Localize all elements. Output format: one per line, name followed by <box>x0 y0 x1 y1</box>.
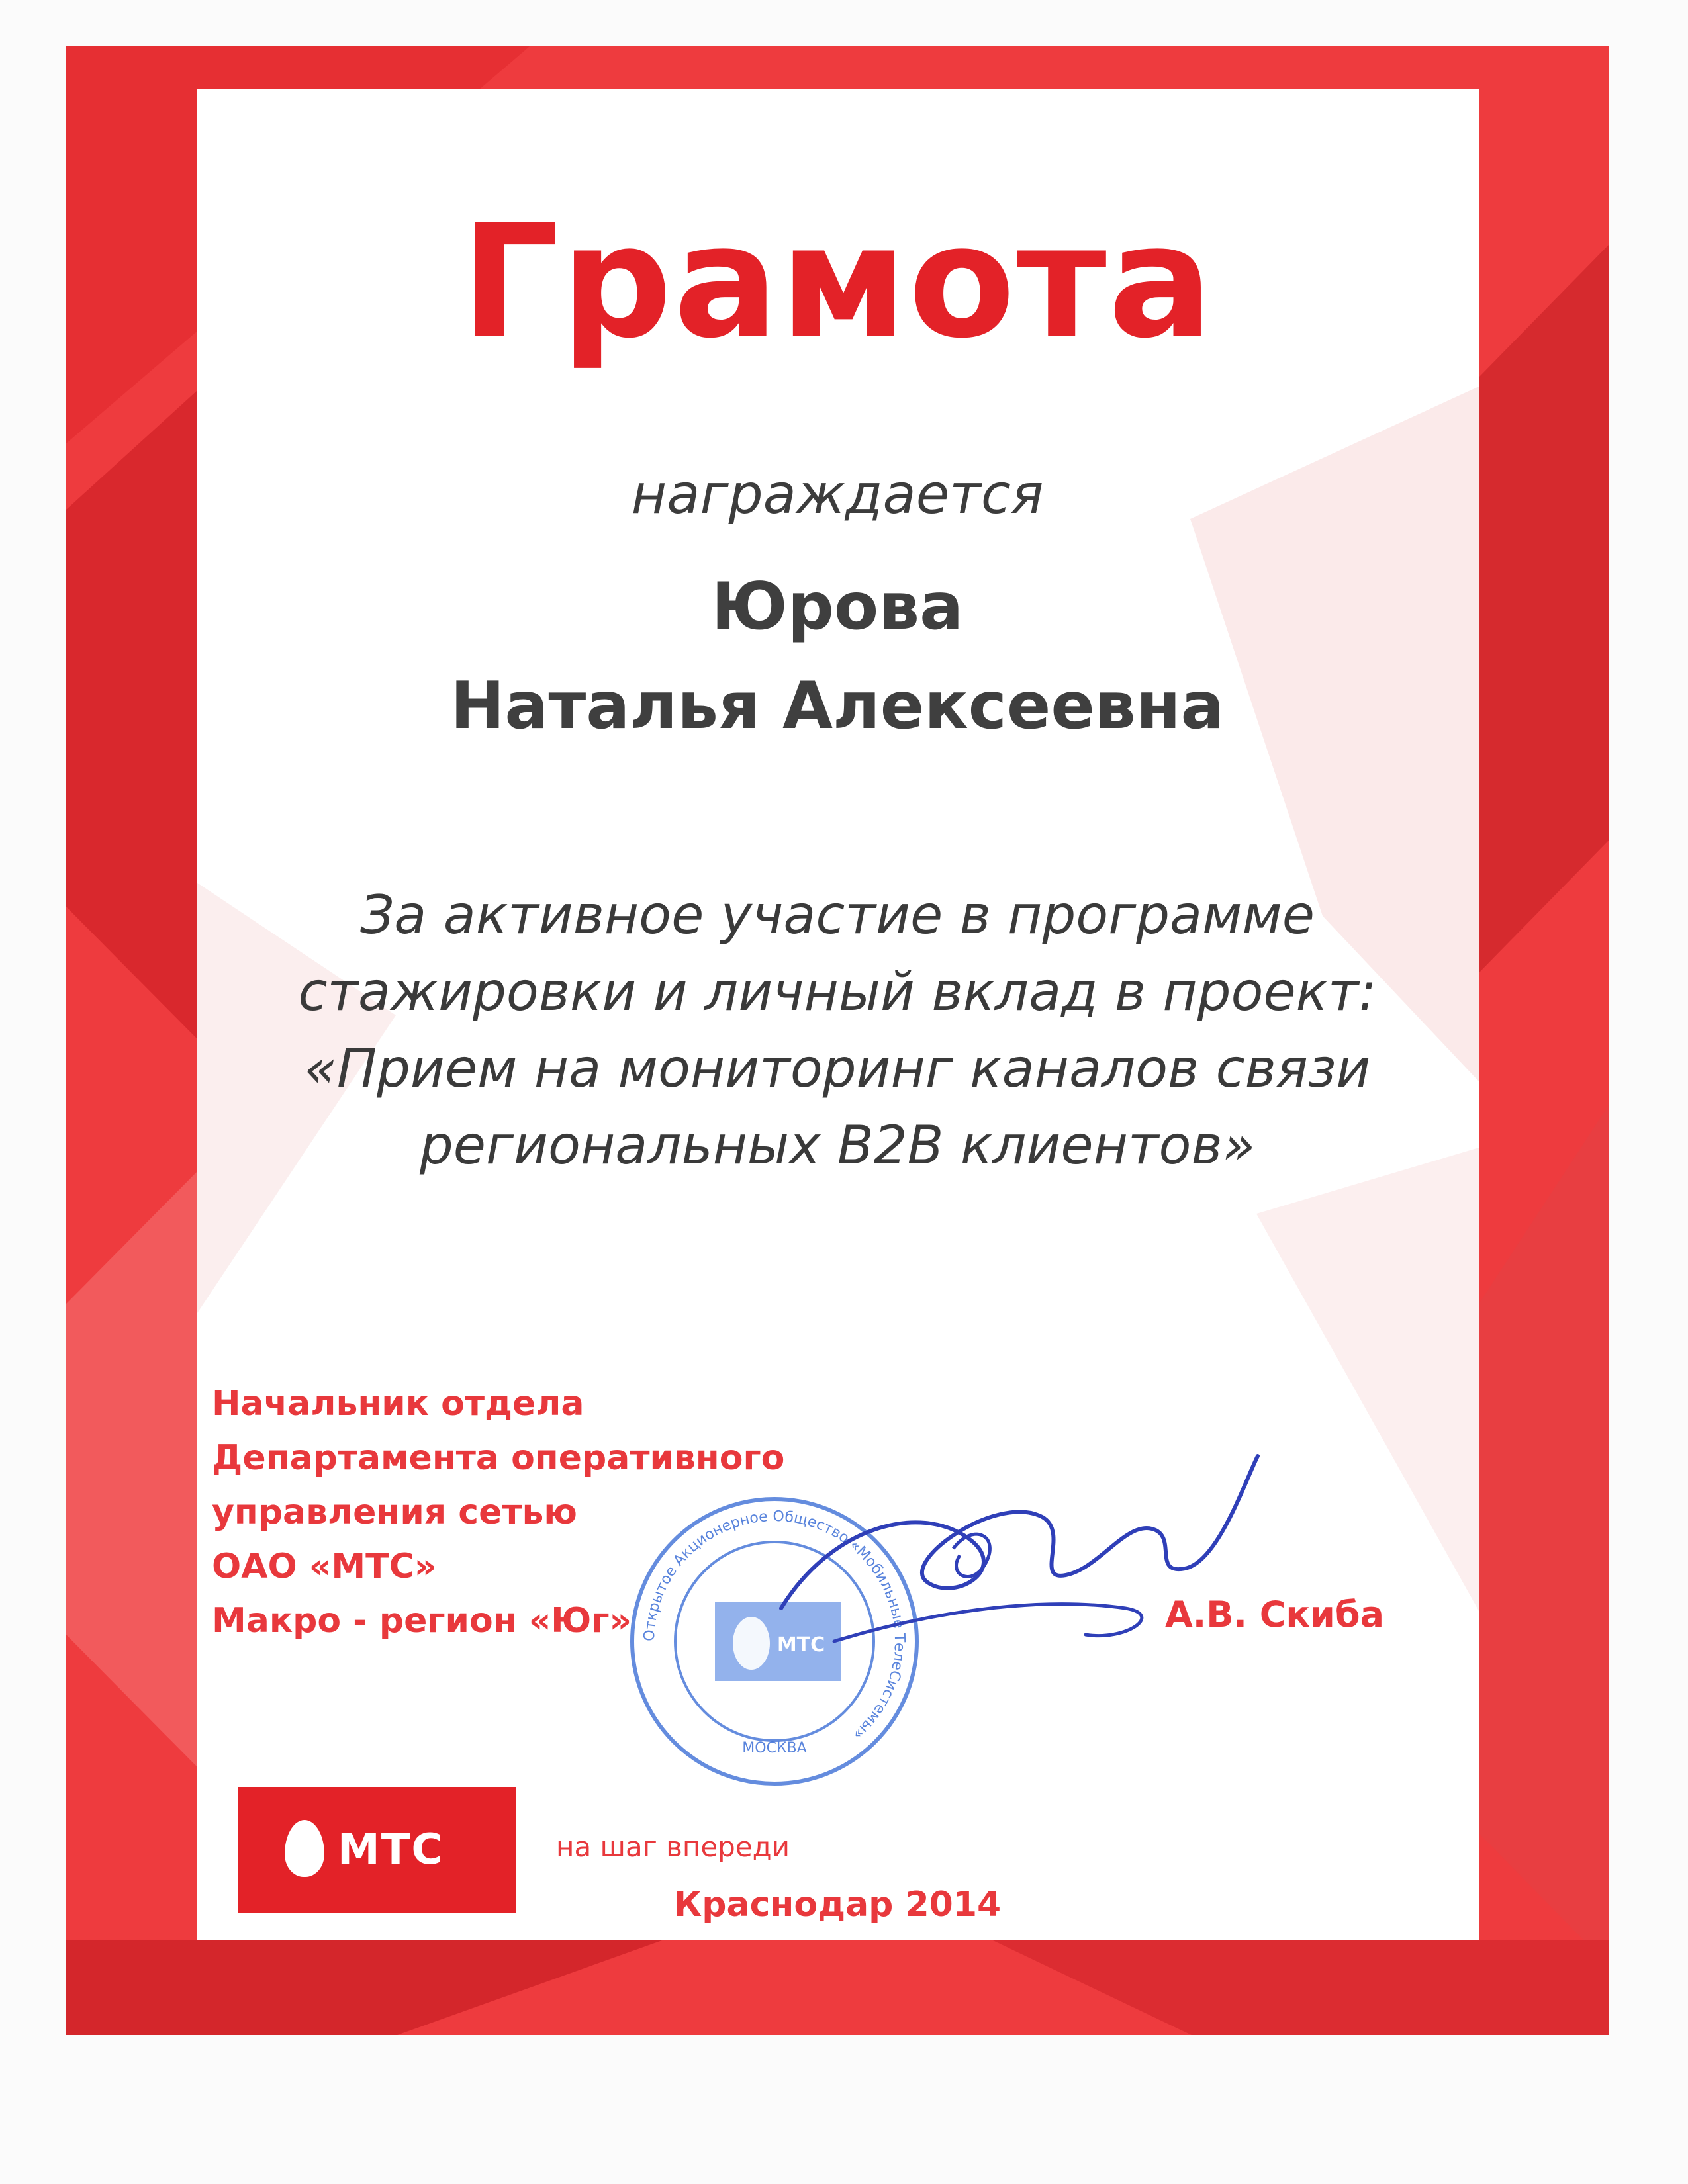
position-line: Макро - регион «Юг» <box>212 1601 632 1641</box>
signer-name: А.В. Скиба <box>1165 1594 1385 1635</box>
reason-line: стажировки и личный вклад в проект: <box>298 961 1377 1023</box>
stamp-outer-text: Открытое Акционерное Общество «Мобильные ТелеСистемы» <box>641 1508 908 1743</box>
award-reason <box>66 877 1609 1184</box>
mts-logo-text: МТС <box>338 1825 444 1874</box>
reason-line: региональных В2В клиентов» <box>420 1115 1255 1176</box>
red-frame <box>66 46 1609 2035</box>
mts-slogan: на шаг впереди <box>556 1831 790 1863</box>
city-year: Краснодар 2014 <box>673 1885 1002 1925</box>
position-line: Начальник отдела <box>212 1384 585 1424</box>
handwritten-signature <box>755 1443 1264 1681</box>
recipient-surname: Юрова <box>711 569 964 645</box>
reason-line: За активное участие в программе <box>360 884 1315 946</box>
position-line: ОАО «МТС» <box>212 1547 437 1586</box>
reason-line: «Прием на мониторинг каналов связи <box>304 1038 1371 1099</box>
mts-egg-icon <box>285 1820 324 1877</box>
position-line: Департамента оперативного <box>212 1438 785 1478</box>
position-line: управления сетью <box>212 1492 577 1532</box>
awarded-text: награждается <box>631 463 1044 526</box>
certificate-title: Грамота <box>460 192 1215 373</box>
stamp-logo-text: МТС <box>776 1633 825 1657</box>
stamp-city-text: МОСКВА <box>742 1740 807 1756</box>
recipient-given-names: Наталья Алексеевна <box>450 668 1225 744</box>
